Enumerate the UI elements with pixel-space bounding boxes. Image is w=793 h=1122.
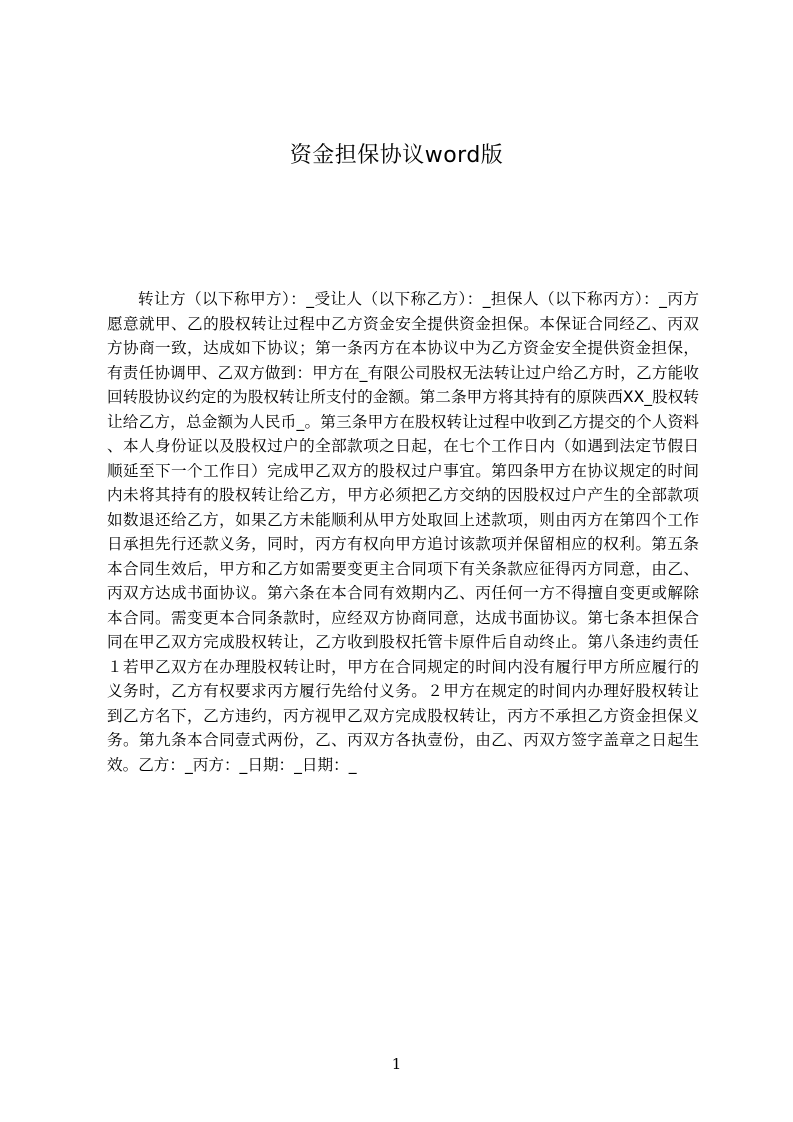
- document-title: 资金担保协议word版: [289, 143, 504, 168]
- page-number: 1: [391, 1055, 402, 1073]
- document-body-paragraph: 转让方（以下称甲方）：_受让人（以下称乙方）：_担保人（以下称丙方）：_丙方愿意就甲、乙的股权转让过程中乙方资金安全提供资金担保。本保证合同经乙、丙双方协商一致，达成如下协议；第一条丙方在本协议中为乙方资金安全提供资金担保，有责任协调甲、乙双方做到：甲方在_有限公司股权无法转让过户给乙方时，乙方能收回转股协议约定的为股权转让所支付的金额。第二条甲方将其持有的原陕西XX_股权转让给乙方，总金额为人民币_。第三条甲方在股权转让过程中收到乙方提交的个人资料、本人身份证以及股权过户的全部款项之日起，在七个工作日内（如遇到法定节假日顺延至下一个工作日）完成甲乙双方的股权过户事宜。第四条甲方在协议规定的时间内未将其持有的股权转让给乙方，甲方必须把乙方交纳的因股权过户产生的全部款项如数退还给乙方，如果乙方未能顺利从甲方处取回上述款项，则由丙方在第四个工作日承担先行还款义务，同时，丙方有权向甲方追讨该款项并保留相应的权利。第五条本合同生效后，甲方和乙方如需要变更主合同项下有关条款应征得丙方同意，由乙、丙双方达成书面协议。第六条在本合同有效期内乙、丙任何一方不得擅自变更或解除本合同。需变更本合同条款时，应经双方协商同意，达成书面协议。第七条本担保合同在甲乙双方完成股权转让，乙方收到股权托管卡原件后自动终止。第八条违约责任１若甲乙双方在办理股权转让时，甲方在合同规定的时间内没有履行甲方所应履行的义务时，乙方有权要求丙方履行先给付义务。２甲方在规定的时间内办理好股权转让到乙方名下，乙方违约，丙方视甲乙双方完成股权转让，丙方不承担乙方资金担保义务。第九条本合同壹式两份，乙、丙双方各执壹份，由乙、丙双方签字盖章之日起生效。乙方：_丙方：_日期：_日期：_: [107, 290, 699, 774]
